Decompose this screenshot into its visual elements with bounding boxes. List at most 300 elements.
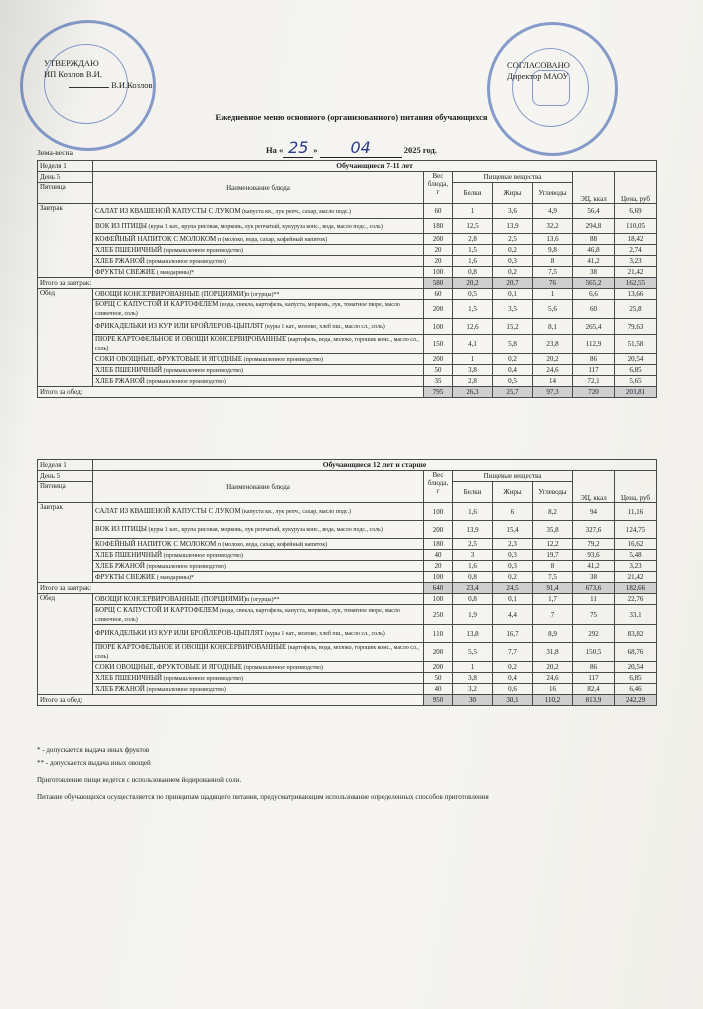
dish-ingredients: (промышленное производство) [145, 378, 226, 385]
dish-weight: 20 [424, 245, 453, 256]
dish-carbs: 20,2 [533, 662, 573, 673]
dish-fat: 0,2 [493, 245, 533, 256]
total-fat: 25,7 [493, 387, 533, 398]
dish-ingredients: (промышленное производство) [145, 563, 226, 570]
dish-protein: 1,6 [453, 561, 493, 572]
dish-weight: 180 [424, 219, 453, 234]
dish-carbs: 8,1 [533, 319, 573, 335]
meal-label: Завтрак [38, 503, 93, 583]
dish-fat: 16,7 [493, 625, 533, 643]
dish-row [38, 354, 657, 365]
footnote-vegetables: ** - допускается выдача иных овощей [37, 759, 151, 767]
dish-weight: 40 [424, 550, 453, 561]
dish-price: 25,8 [615, 300, 657, 319]
approval-block [44, 58, 153, 91]
dish-title: ХЛЕБ ПШЕНИЧНЫЙ [95, 673, 163, 682]
dish-ingredients: (капуста кв., лук репч., сахар, масло подс.) [240, 509, 352, 515]
document-title: Ежедневное меню основного (организованного) питания обучающихся [215, 112, 488, 122]
dish-title: ФРИКАДЕЛЬКИ ИЗ КУР ИЛИ БРОЙЛЕРОВ-ЦЫПЛЯТ [95, 629, 264, 637]
dish-fat: 7,7 [493, 643, 533, 662]
dish-fat: 0,2 [493, 267, 533, 278]
dish-price: 21,42 [615, 572, 657, 583]
dish-carbs: 1,7 [533, 594, 573, 605]
dish-row [38, 289, 657, 300]
dish-title: ПЮРЕ КАРТОФЕЛЬНОЕ И ОВОЩИ КОНСЕРВИРОВАННЫЕ [95, 335, 287, 343]
dish-ingredients: ( мандарины)* [155, 574, 195, 581]
dish-carbs: 8 [533, 561, 573, 572]
dish-row [38, 256, 657, 267]
dish-name [93, 335, 424, 354]
protein-column-header: Белки [453, 482, 493, 503]
dish-weight: 200 [424, 662, 453, 673]
name-column-header: Наименование блюда [93, 471, 424, 503]
carbs-column-header: Углеводы [533, 183, 573, 204]
dish-row [38, 550, 657, 561]
dish-kcal: 38 [573, 572, 615, 583]
dish-carbs: 24,6 [533, 673, 573, 684]
agree-position: Директор МАОУ [507, 71, 569, 81]
dish-protein: 1 [453, 662, 493, 673]
dish-row [38, 365, 657, 376]
dish-protein: 12,6 [453, 319, 493, 335]
dish-kcal: 11 [573, 594, 615, 605]
approve-signature [44, 80, 153, 91]
dish-title: ХЛЕБ РЖАНОЙ [95, 561, 145, 570]
dish-kcal: 327,6 [573, 521, 615, 539]
dish-protein: 1 [453, 204, 493, 219]
approve-organization: ИП Козлов В.И. [44, 69, 102, 79]
total-protein: 26,3 [453, 387, 493, 398]
dish-row [38, 572, 657, 583]
footnote-diet: Питание обучающихся осуществляется по принципам щадящего питания, предусматривающим использование определенных способов приготовления [37, 793, 489, 801]
footnotes [37, 744, 489, 804]
dish-carbs: 8 [533, 256, 573, 267]
dish-ingredients: (вода, свекла, картофель, капуста, морковь, лук, томатное пюре, масло сливочное, соль) [95, 607, 400, 623]
dish-protein: 13,8 [453, 625, 493, 643]
day-label: День 5 [38, 471, 93, 482]
dish-price: 3,23 [615, 256, 657, 267]
dish-name [93, 365, 424, 376]
week-label: Неделя 1 [38, 161, 93, 172]
total-price: 182,66 [615, 583, 657, 594]
dish-carbs: 1 [533, 289, 573, 300]
dish-fat: 3,5 [493, 300, 533, 319]
fat-column-header: Жиры [493, 482, 533, 503]
dish-carbs: 7,5 [533, 572, 573, 583]
dish-weight: 110 [424, 625, 453, 643]
dish-kcal: 86 [573, 354, 615, 365]
dish-protein: 1,5 [453, 300, 493, 319]
dish-fat: 0,3 [493, 561, 533, 572]
total-kcal: 813,9 [573, 695, 615, 706]
fat-column-header: Жиры [493, 183, 533, 204]
dish-price: 6,69 [615, 204, 657, 219]
dish-row [38, 335, 657, 354]
dish-row [38, 319, 657, 335]
dish-ingredients: (промышленное производство) [162, 675, 244, 682]
date-year: 2025 год. [403, 145, 437, 155]
dish-carbs: 16 [533, 684, 573, 695]
dish-price: 3,23 [615, 561, 657, 572]
footnote-iodized-salt: Приготовление пищи ведется с использованием йодированной соли. [37, 776, 242, 784]
dish-row [38, 594, 657, 605]
dish-kcal: 86 [573, 662, 615, 673]
weekday-label: Пятница [38, 183, 93, 204]
dish-protein: 1,6 [453, 503, 493, 521]
dish-weight: 250 [424, 605, 453, 625]
dish-protein: 0,8 [453, 594, 493, 605]
dish-carbs: 7 [533, 605, 573, 625]
dish-price: 18,42 [615, 234, 657, 245]
dish-title: ХЛЕБ РЖАНОЙ [95, 684, 145, 693]
dish-ingredients: (промышленное производство) [162, 247, 244, 254]
dish-weight: 60 [424, 289, 453, 300]
dish-kcal: 56,4 [573, 204, 615, 219]
dish-weight: 20 [424, 256, 453, 267]
dish-name [93, 503, 424, 521]
meal-label: Завтрак [38, 204, 93, 278]
dish-price: 124,75 [615, 521, 657, 539]
dish-row [38, 625, 657, 643]
dish-fat: 15,2 [493, 319, 533, 335]
dish-protein: 2,5 [453, 539, 493, 550]
dish-row [38, 234, 657, 245]
dish-row [38, 684, 657, 695]
dish-price: 22,76 [615, 594, 657, 605]
dish-protein: 0,8 [453, 267, 493, 278]
name-column-header: Наименование блюда [93, 172, 424, 204]
dish-row [38, 605, 657, 625]
dish-kcal: 79,2 [573, 539, 615, 550]
dish-weight: 40 [424, 684, 453, 695]
dish-price: 83,82 [615, 625, 657, 643]
kcal-column-header: ЭЦ, ккал [573, 471, 615, 503]
dish-name [93, 289, 424, 300]
dish-price: 16,62 [615, 539, 657, 550]
meal-total-label: Итого за обед: [38, 695, 424, 706]
dish-name [93, 267, 424, 278]
dish-weight: 180 [424, 539, 453, 550]
weight-column-header: Вес блюда, г [424, 471, 453, 503]
dish-kcal: 117 [573, 365, 615, 376]
dish-ingredients: (капуста кв., лук репч., сахар, масло подс.) [240, 208, 352, 215]
dish-row [38, 300, 657, 319]
dish-fat: 15,4 [493, 521, 533, 539]
dish-row [38, 204, 657, 219]
dish-title: КОФЕЙНЫЙ НАПИТОК С МОЛОКОМ [95, 234, 217, 243]
dish-name [93, 684, 424, 695]
dish-weight: 35 [424, 376, 453, 387]
dish-title: ФРИКАДЕЛЬКИ ИЗ КУР ИЛИ БРОЙЛЕРОВ-ЦЫПЛЯТ [95, 322, 264, 330]
dish-ingredients: (промышленное производство) [162, 367, 244, 374]
dish-kcal: 82,4 [573, 684, 615, 695]
dish-name [93, 521, 424, 539]
dish-fat: 0,1 [493, 594, 533, 605]
dish-ingredients: (промышленное производство) [145, 686, 226, 693]
dish-row [38, 245, 657, 256]
dish-carbs: 7,5 [533, 267, 573, 278]
dish-title: СОКИ ОВОЩНЫЕ, ФРУКТОВЫЕ И ЯГОДНЫЕ [95, 354, 243, 363]
total-carbs: 110,2 [533, 695, 573, 706]
dish-protein: 1,9 [453, 605, 493, 625]
dish-carbs: 19,7 [533, 550, 573, 561]
dish-title: КОФЕЙНЫЙ НАПИТОК С МОЛОКОМ [95, 539, 217, 548]
dish-title: САЛАТ ИЗ КВАШЕНОЙ КАПУСТЫ С ЛУКОМ [95, 206, 241, 215]
age-group-title: Обучающиеся 12 лет и старше [93, 460, 657, 471]
dish-title: БОРЩ С КАПУСТОЙ И КАРТОФЕЛЕМ [95, 300, 219, 308]
age-group-title: Обучающиеся 7-11 лет [93, 161, 657, 172]
dish-price: 6,85 [615, 673, 657, 684]
dish-protein: 3,8 [453, 365, 493, 376]
dish-row [38, 561, 657, 572]
total-fat: 20,7 [493, 278, 533, 289]
dish-title: САЛАТ ИЗ КВАШЕНОЙ КАПУСТЫ С ЛУКОМ [95, 507, 241, 515]
dish-title: ОВОЩИ КОНСЕРВИРОВАННЫЕ (ПОРЦИЯМИ) [95, 594, 247, 603]
dish-name [93, 662, 424, 673]
dish-fat: 5,8 [493, 335, 533, 354]
dish-name [93, 354, 424, 365]
dish-protein: 4,1 [453, 335, 493, 354]
meal-label: Обед [38, 289, 93, 387]
dish-kcal: 88 [573, 234, 615, 245]
dish-kcal: 75 [573, 605, 615, 625]
dish-fat: 4,4 [493, 605, 533, 625]
dish-ingredients: (картофель, вода, молоко, горошек конс., масло сл., соль) [95, 645, 419, 660]
dish-name [93, 673, 424, 684]
dish-ingredients: (промышленное производство) [242, 664, 324, 671]
menu-date: На « 25 » 04 2025 год. [266, 138, 437, 157]
dish-price: 20,54 [615, 354, 657, 365]
dish-kcal: 46,8 [573, 245, 615, 256]
dish-weight: 200 [424, 234, 453, 245]
dish-ingredients: ( мандарины)* [155, 269, 195, 276]
dish-ingredients: (промышленное производство) [162, 552, 244, 559]
dish-row [38, 643, 657, 662]
dish-carbs: 23,8 [533, 335, 573, 354]
dish-protein: 13,9 [453, 521, 493, 539]
dish-price: 110,05 [615, 219, 657, 234]
dish-kcal: 112,9 [573, 335, 615, 354]
dish-kcal: 150,5 [573, 643, 615, 662]
dish-weight: 100 [424, 594, 453, 605]
agree-caption: СОГЛАСОВАНО [507, 60, 570, 70]
nutrients-header: Пищевые вещества [453, 471, 573, 482]
dish-title: ФРУКТЫ СВЕЖИЕ [95, 572, 156, 581]
dish-title: ОВОЩИ КОНСЕРВИРОВАННЫЕ (ПОРЦИЯМИ) [95, 289, 247, 298]
dish-name [93, 550, 424, 561]
dish-weight: 100 [424, 572, 453, 583]
dish-name [93, 234, 424, 245]
approve-signatory: В.И.Козлов [111, 80, 153, 90]
dish-kcal: 60 [573, 300, 615, 319]
meal-total-label: Итого за завтрак: [38, 278, 424, 289]
dish-protein: 1,6 [453, 256, 493, 267]
dish-price: 20,54 [615, 662, 657, 673]
dish-row [38, 521, 657, 539]
total-protein: 20,2 [453, 278, 493, 289]
dish-title: ВОК ИЗ ПТИЦЫ [95, 525, 148, 533]
dish-kcal: 292 [573, 625, 615, 643]
dish-price: 79,63 [615, 319, 657, 335]
dish-price: 51,58 [615, 335, 657, 354]
total-fat: 24,5 [493, 583, 533, 594]
dish-carbs: 31,8 [533, 643, 573, 662]
dish-fat: 2,3 [493, 539, 533, 550]
dish-carbs: 14 [533, 376, 573, 387]
date-day: 25 [288, 138, 309, 157]
dish-carbs: 12,2 [533, 539, 573, 550]
total-weight: 950 [424, 695, 453, 706]
dish-carbs: 8,9 [533, 625, 573, 643]
weekday-label: Пятница [38, 482, 93, 503]
dish-fat: 2,5 [493, 234, 533, 245]
dish-carbs: 24,6 [533, 365, 573, 376]
total-carbs: 97,3 [533, 387, 573, 398]
approve-caption: УТВЕРЖДАЮ [44, 58, 99, 68]
meal-total-row [38, 695, 657, 706]
dish-fat: 3,6 [493, 204, 533, 219]
dish-fat: 0,2 [493, 662, 533, 673]
footnote-fruits: * - допускается выдача иных фруктов [37, 746, 150, 754]
dish-weight: 200 [424, 300, 453, 319]
date-month: 04 [350, 138, 371, 157]
dish-row [38, 662, 657, 673]
dish-kcal: 93,6 [573, 550, 615, 561]
dish-weight: 200 [424, 354, 453, 365]
total-carbs: 76 [533, 278, 573, 289]
dish-title: БОРЩ С КАПУСТОЙ И КАРТОФЕЛЕМ [95, 605, 219, 614]
dish-fat: 0,6 [493, 684, 533, 695]
total-price: 242,29 [615, 695, 657, 706]
total-protein: 30 [453, 695, 493, 706]
dish-carbs: 5,6 [533, 300, 573, 319]
dish-price: 13,66 [615, 289, 657, 300]
dish-name [93, 219, 424, 234]
dish-kcal: 38 [573, 267, 615, 278]
dish-kcal: 41,2 [573, 561, 615, 572]
dish-title: СОКИ ОВОЩНЫЕ, ФРУКТОВЫЕ И ЯГОДНЫЕ [95, 662, 243, 671]
dish-ingredients: (вода, свекла, картофель, капуста, морковь, лук, томатное пюре, масло сливочное, соль) [95, 302, 400, 317]
dish-row [38, 673, 657, 684]
dish-protein: 3,2 [453, 684, 493, 695]
week-label: Неделя 1 [38, 460, 93, 471]
weight-column-header: Вес блюда, г [424, 172, 453, 204]
dish-protein: 0,5 [453, 289, 493, 300]
dish-protein: 0,8 [453, 572, 493, 583]
dish-name [93, 572, 424, 583]
dish-protein: 3,8 [453, 673, 493, 684]
dish-protein: 3 [453, 550, 493, 561]
dish-kcal: 265,4 [573, 319, 615, 335]
dish-carbs: 13,6 [533, 234, 573, 245]
dish-weight: 200 [424, 521, 453, 539]
dish-carbs: 9,8 [533, 245, 573, 256]
dish-name [93, 300, 424, 319]
total-kcal: 720 [573, 387, 615, 398]
dish-kcal: 72,1 [573, 376, 615, 387]
dish-weight: 50 [424, 365, 453, 376]
dish-row [38, 503, 657, 521]
total-price: 162,55 [615, 278, 657, 289]
dish-ingredients: п (молоко, вода, сахар, кофейный напиток) [216, 236, 328, 243]
nutrients-header: Пищевые вещества [453, 172, 573, 183]
dish-weight: 100 [424, 319, 453, 335]
dish-kcal: 94 [573, 503, 615, 521]
dish-weight: 60 [424, 204, 453, 219]
total-kcal: 565,2 [573, 278, 615, 289]
day-label: День 5 [38, 172, 93, 183]
dish-title: ХЛЕБ РЖАНОЙ [95, 376, 145, 385]
dish-price: 68,76 [615, 643, 657, 662]
meal-total-label: Итого за завтрак: [38, 583, 424, 594]
season-label: Зима-весна [37, 148, 73, 157]
dish-fat: 6 [493, 503, 533, 521]
dish-title: ХЛЕБ РЖАНОЙ [95, 256, 145, 265]
dish-price: 6,85 [615, 365, 657, 376]
kcal-column-header: ЭЦ, ккал [573, 172, 615, 204]
price-column-header: Цена, руб [615, 172, 657, 204]
dish-name [93, 376, 424, 387]
meal-total-label: Итого за обед: [38, 387, 424, 398]
carbs-column-header: Углеводы [533, 482, 573, 503]
dish-ingredients: (куры 1 кат., молоко, хлеб пш., масло сл., соль) [263, 324, 385, 330]
dish-protein: 5,5 [453, 643, 493, 662]
dish-protein: 1 [453, 354, 493, 365]
dish-name [93, 594, 424, 605]
total-carbs: 91,4 [533, 583, 573, 594]
dish-ingredients: п (огурцы)** [246, 596, 280, 603]
total-weight: 640 [424, 583, 453, 594]
dish-price: 5,48 [615, 550, 657, 561]
dish-kcal: 6,6 [573, 289, 615, 300]
total-price: 203,81 [615, 387, 657, 398]
dish-weight: 200 [424, 643, 453, 662]
dish-protein: 12,5 [453, 219, 493, 234]
dish-fat: 0,2 [493, 572, 533, 583]
dish-fat: 13,9 [493, 219, 533, 234]
meal-total-row [38, 278, 657, 289]
menu-table-12-plus [37, 459, 657, 706]
dish-protein: 2,8 [453, 234, 493, 245]
dish-ingredients: (промышленное производство) [145, 258, 226, 265]
dish-name [93, 625, 424, 643]
dish-price: 33,1 [615, 605, 657, 625]
dish-ingredients: п (молоко, вода, сахар, кофейный напиток) [216, 541, 328, 548]
total-protein: 23,4 [453, 583, 493, 594]
total-kcal: 673,6 [573, 583, 615, 594]
dish-title: ХЛЕБ ПШЕНИЧНЫЙ [95, 550, 163, 559]
dish-carbs: 32,2 [533, 219, 573, 234]
dish-name [93, 643, 424, 662]
total-weight: 580 [424, 278, 453, 289]
dish-title: ФРУКТЫ СВЕЖИЕ [95, 267, 156, 276]
dish-carbs: 20,2 [533, 354, 573, 365]
price-column-header: Цена, руб [615, 471, 657, 503]
dish-ingredients: (куры 1 кат., молоко, хлеб пш., масло сл., соль) [263, 631, 385, 637]
total-fat: 30,1 [493, 695, 533, 706]
dish-fat: 0,5 [493, 376, 533, 387]
dish-title: ХЛЕБ ПШЕНИЧНЫЙ [95, 365, 163, 374]
dish-name [93, 204, 424, 219]
dish-name [93, 605, 424, 625]
meal-label: Обед [38, 594, 93, 695]
dish-price: 2,74 [615, 245, 657, 256]
dish-fat: 0,3 [493, 550, 533, 561]
total-weight: 795 [424, 387, 453, 398]
dish-protein: 2,8 [453, 376, 493, 387]
menu-table-7-11 [37, 160, 657, 398]
dish-price: 11,16 [615, 503, 657, 521]
